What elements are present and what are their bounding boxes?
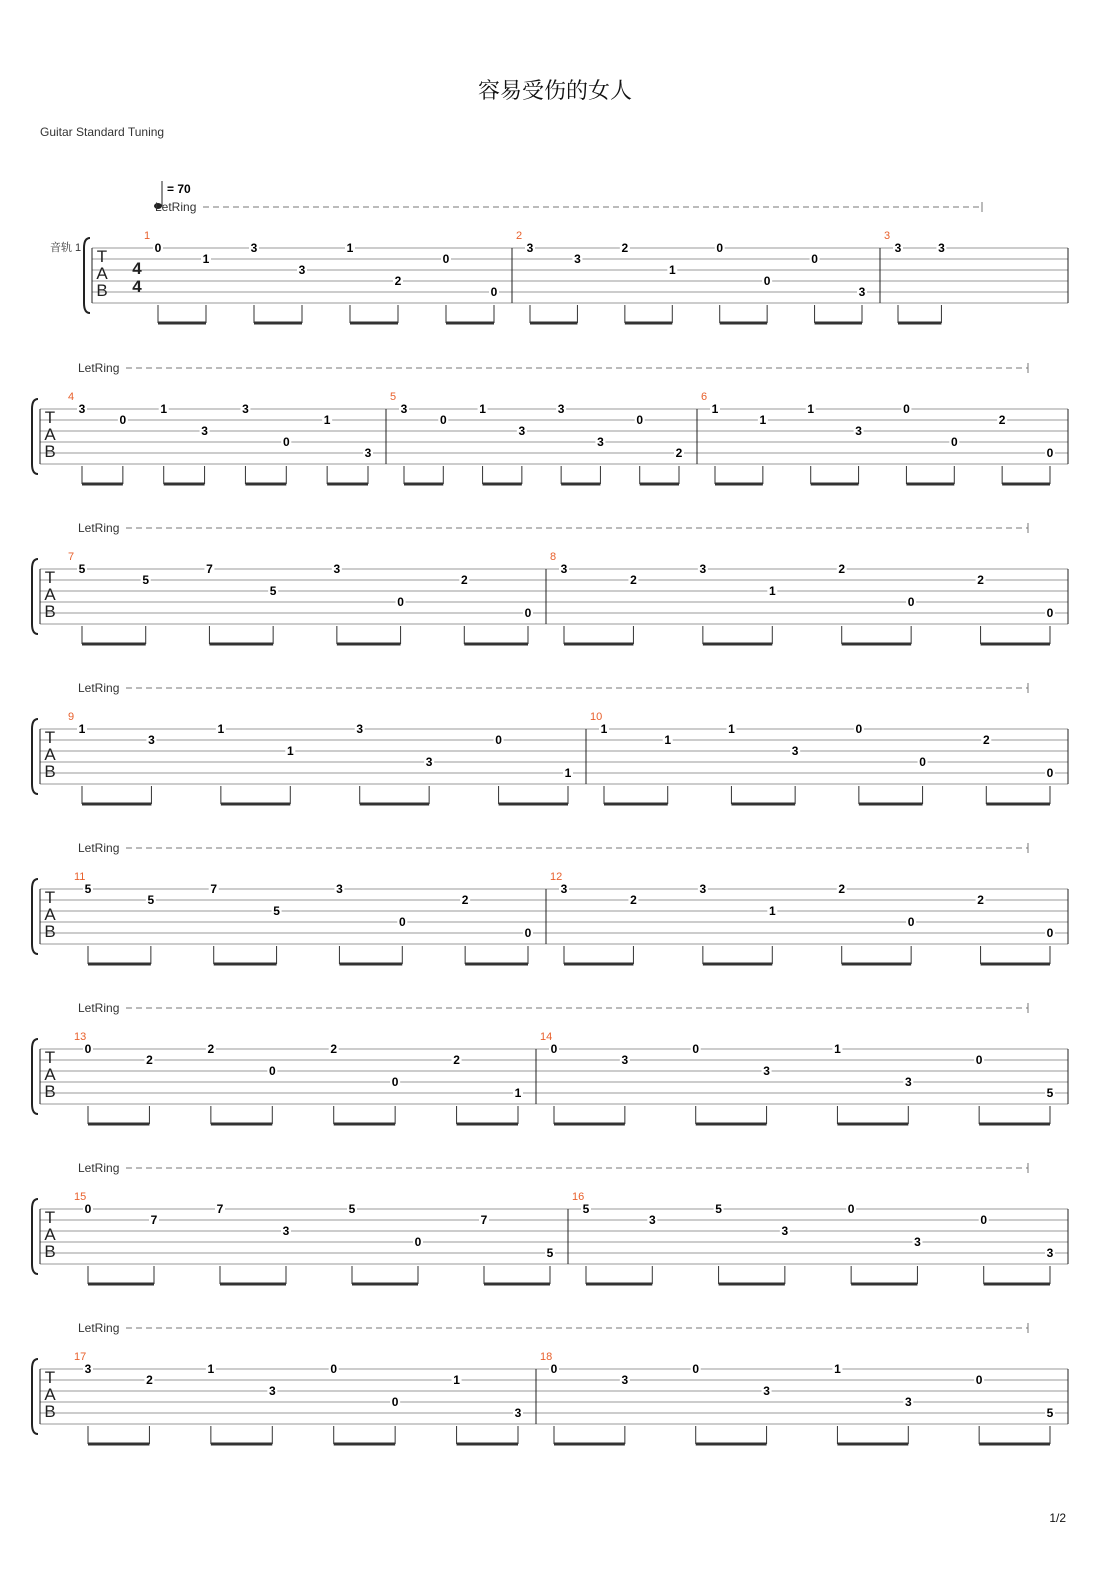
let-ring-label: LetRing [78, 1001, 120, 1015]
fret-number: 0 [119, 413, 127, 427]
tab-letter: B [44, 762, 56, 781]
fret-number: 2 [460, 573, 468, 587]
fret-number: 0 [919, 755, 926, 769]
time-signature-digit: 4 [132, 259, 142, 278]
tab-letter: B [44, 922, 56, 941]
fret-number: 3 [400, 402, 408, 416]
measure-number: 2 [516, 230, 523, 242]
measure-number: 6 [701, 391, 708, 403]
tab-letter: A [44, 1225, 56, 1244]
fret-number: 1 [664, 733, 672, 747]
fret-number: 0 [950, 435, 958, 449]
measure-number: 10 [590, 711, 603, 723]
tab-letter: B [44, 602, 56, 621]
system-bracket [32, 1359, 38, 1434]
tempo-mark: = 70 [167, 182, 191, 196]
fret-number: 2 [675, 446, 683, 460]
tab-letter: A [44, 585, 56, 604]
fret-number: 3 [938, 241, 945, 255]
fret-number: 5 [273, 904, 280, 918]
fret-number: 0 [692, 1042, 700, 1056]
fret-number: 3 [699, 882, 707, 896]
let-ring-label: LetRing [78, 361, 120, 375]
fret-number: 3 [298, 263, 306, 277]
fret-number: 0 [975, 1373, 983, 1387]
fret-number: 2 [146, 1373, 153, 1387]
fret-number: 5 [582, 1202, 590, 1216]
fret-number: 3 [557, 402, 565, 416]
fret-number: 5 [84, 882, 92, 896]
measure-number: 3 [884, 230, 891, 242]
tab-letter: A [44, 1385, 56, 1404]
let-ring-label: LetRing [78, 681, 120, 695]
fret-number: 3 [858, 285, 866, 299]
let-ring-label: LetRing [155, 200, 197, 214]
fret-number: 1 [160, 402, 168, 416]
fret-number: 0 [907, 915, 915, 929]
fret-number: 5 [147, 893, 155, 907]
fret-number: 3 [84, 1362, 92, 1376]
fret-number: 5 [1046, 1406, 1054, 1420]
score-title: 容易受伤的女人 [477, 79, 632, 104]
measure-number: 7 [68, 551, 75, 563]
fret-number: 3 [1046, 1246, 1054, 1260]
measure-number: 4 [68, 391, 75, 403]
fret-number: 1 [514, 1086, 522, 1100]
fret-number: 1 [207, 1362, 215, 1376]
fret-number: 3 [648, 1213, 656, 1227]
fret-number: 0 [811, 252, 818, 266]
tab-letter: A [44, 905, 56, 924]
fret-number: 2 [977, 573, 984, 587]
fret-number: 1 [600, 722, 608, 736]
fret-number: 2 [630, 893, 637, 907]
fret-number: 5 [715, 1202, 722, 1216]
fret-number: 3 [364, 446, 372, 460]
fret-number: 0 [84, 1042, 92, 1056]
fret-number: 1 [202, 252, 210, 266]
fret-number: 1 [323, 413, 331, 427]
measure-number: 9 [68, 711, 75, 723]
fret-number: 3 [425, 755, 433, 769]
fret-number: 2 [207, 1042, 215, 1056]
system-bracket [32, 1199, 38, 1274]
fret-number: 3 [904, 1075, 912, 1089]
fret-number: 0 [550, 1042, 558, 1056]
fret-number: 2 [146, 1053, 153, 1067]
fret-number: 3 [526, 241, 534, 255]
fret-number: 0 [636, 413, 644, 427]
fret-number: 3 [763, 1064, 770, 1078]
system-bracket [84, 238, 90, 313]
fret-number: 1 [479, 402, 486, 416]
fret-number: 0 [268, 1064, 276, 1078]
fret-number: 0 [716, 241, 724, 255]
fret-number: 0 [442, 252, 450, 266]
fret-number: 3 [904, 1395, 912, 1409]
fret-number: 0 [495, 733, 502, 747]
fret-number: 0 [439, 413, 447, 427]
fret-number: 3 [914, 1235, 921, 1249]
fret-number: 3 [282, 1224, 290, 1238]
fret-number: 1 [346, 241, 354, 255]
tab-letter: A [44, 745, 56, 764]
fret-number: 0 [391, 1395, 399, 1409]
fret-number: 2 [630, 573, 637, 587]
fret-number: 3 [791, 744, 799, 758]
fret-number: 1 [834, 1042, 841, 1056]
fret-number: 3 [621, 1373, 629, 1387]
fret-number: 0 [550, 1362, 558, 1376]
fret-number: 5 [1046, 1086, 1054, 1100]
fret-number: 2 [461, 893, 469, 907]
fret-number: 3 [699, 562, 707, 576]
measure-number: 18 [540, 1351, 553, 1363]
fret-number: 3 [894, 241, 902, 255]
tab-letter: B [44, 1242, 56, 1261]
measure-number: 12 [550, 871, 563, 883]
fret-number: 3 [518, 424, 526, 438]
fret-number: 2 [998, 413, 1006, 427]
fret-number: 7 [210, 882, 218, 896]
tuning-label: Guitar Standard Tuning [40, 125, 165, 139]
measure-number: 16 [572, 1191, 585, 1203]
fret-number: 3 [148, 733, 155, 747]
tab-letter: T [44, 1368, 56, 1387]
fret-number: 1 [711, 402, 719, 416]
tab-letter: A [96, 264, 108, 283]
fret-number: 0 [524, 926, 532, 940]
tab-letter: T [44, 888, 56, 907]
tab-letter: T [44, 408, 56, 427]
fret-number: 1 [78, 722, 86, 736]
fret-number: 0 [398, 915, 406, 929]
fret-number: 0 [847, 1202, 855, 1216]
time-signature-digit: 4 [132, 277, 142, 296]
measure-number: 13 [74, 1031, 87, 1043]
fret-number: 0 [1046, 926, 1054, 940]
measure-number: 14 [540, 1031, 553, 1043]
fret-number: 7 [206, 562, 213, 576]
fret-number: 1 [286, 744, 294, 758]
fret-number: 1 [807, 402, 815, 416]
fret-number: 0 [84, 1202, 92, 1216]
fret-number: 2 [838, 562, 846, 576]
fret-number: 3 [336, 882, 343, 896]
fret-number: 0 [975, 1053, 983, 1067]
fret-number: 2 [394, 274, 402, 288]
system-bracket [32, 719, 38, 794]
tab-letter: T [44, 1208, 56, 1227]
system-bracket [32, 879, 38, 954]
system-bracket [32, 559, 38, 634]
fret-number: 7 [480, 1213, 488, 1227]
fret-number: 5 [348, 1202, 356, 1216]
fret-number: 3 [560, 882, 568, 896]
fret-number: 1 [564, 766, 572, 780]
fret-number: 3 [855, 424, 862, 438]
tab-letter: A [44, 425, 56, 444]
measure-number: 15 [74, 1191, 87, 1203]
fret-number: 3 [356, 722, 364, 736]
fret-number: 0 [907, 595, 915, 609]
fret-number: 1 [834, 1362, 841, 1376]
let-ring-label: LetRing [78, 1161, 120, 1175]
fret-number: 3 [763, 1384, 770, 1398]
fret-number: 0 [855, 722, 863, 736]
measure-number: 17 [74, 1351, 87, 1363]
page-number: 1/2 [1049, 1511, 1066, 1525]
fret-number: 5 [142, 573, 150, 587]
fret-number: 3 [621, 1053, 629, 1067]
tab-letter: T [44, 1048, 56, 1067]
fret-number: 0 [1046, 446, 1054, 460]
fret-number: 5 [546, 1246, 554, 1260]
measure-number: 5 [390, 391, 397, 403]
fret-number: 0 [397, 595, 404, 609]
let-ring-label: LetRing [78, 521, 120, 535]
tab-letter: B [44, 1402, 56, 1421]
tab-letter: B [44, 442, 56, 461]
tab-letter: T [44, 728, 56, 747]
fret-number: 0 [524, 606, 532, 620]
tab-letter: B [96, 281, 108, 300]
fret-number: 3 [250, 241, 258, 255]
fret-number: 2 [330, 1042, 338, 1056]
measure-number: 1 [144, 230, 151, 242]
system-bracket [32, 1039, 38, 1114]
fret-number: 3 [574, 252, 581, 266]
fret-number: 3 [242, 402, 249, 416]
fret-number: 1 [668, 263, 676, 277]
fret-number: 3 [333, 562, 341, 576]
measure-number: 11 [74, 871, 86, 883]
fret-number: 3 [514, 1406, 522, 1420]
fret-number: 7 [150, 1213, 158, 1227]
fret-number: 0 [391, 1075, 399, 1089]
fret-number: 2 [621, 241, 629, 255]
fret-number: 0 [414, 1235, 422, 1249]
tab-letter: B [44, 1082, 56, 1101]
fret-number: 5 [78, 562, 86, 576]
fret-number: 0 [980, 1213, 988, 1227]
let-ring-label: LetRing [78, 841, 120, 855]
fret-number: 2 [453, 1053, 460, 1067]
tab-letter: A [44, 1065, 56, 1084]
fret-number: 1 [217, 722, 225, 736]
fret-number: 1 [759, 413, 767, 427]
fret-number: 2 [977, 893, 984, 907]
fret-number: 3 [268, 1384, 276, 1398]
system-bracket [32, 399, 38, 474]
fret-number: 0 [490, 285, 498, 299]
fret-number: 0 [282, 435, 290, 449]
fret-number: 2 [838, 882, 846, 896]
fret-number: 1 [768, 584, 776, 598]
fret-number: 0 [330, 1362, 338, 1376]
fret-number: 3 [781, 1224, 789, 1238]
track-name: 音轨 1 [50, 242, 82, 254]
fret-number: 7 [216, 1202, 224, 1216]
fret-number: 0 [154, 241, 162, 255]
fret-number: 1 [453, 1373, 460, 1387]
fret-number: 1 [768, 904, 776, 918]
fret-number: 1 [728, 722, 735, 736]
tab-letter: T [44, 568, 56, 587]
fret-number: 0 [903, 402, 910, 416]
tab-letter: T [96, 247, 108, 266]
measure-number: 8 [550, 551, 557, 563]
fret-number: 0 [1046, 766, 1054, 780]
fret-number: 3 [78, 402, 86, 416]
fret-number: 3 [201, 424, 208, 438]
fret-number: 5 [269, 584, 277, 598]
fret-number: 0 [1046, 606, 1054, 620]
fret-number: 2 [982, 733, 990, 747]
let-ring-label: LetRing [78, 1321, 120, 1335]
fret-number: 0 [763, 274, 771, 288]
fret-number: 3 [597, 435, 604, 449]
fret-number: 3 [560, 562, 568, 576]
fret-number: 0 [692, 1362, 700, 1376]
